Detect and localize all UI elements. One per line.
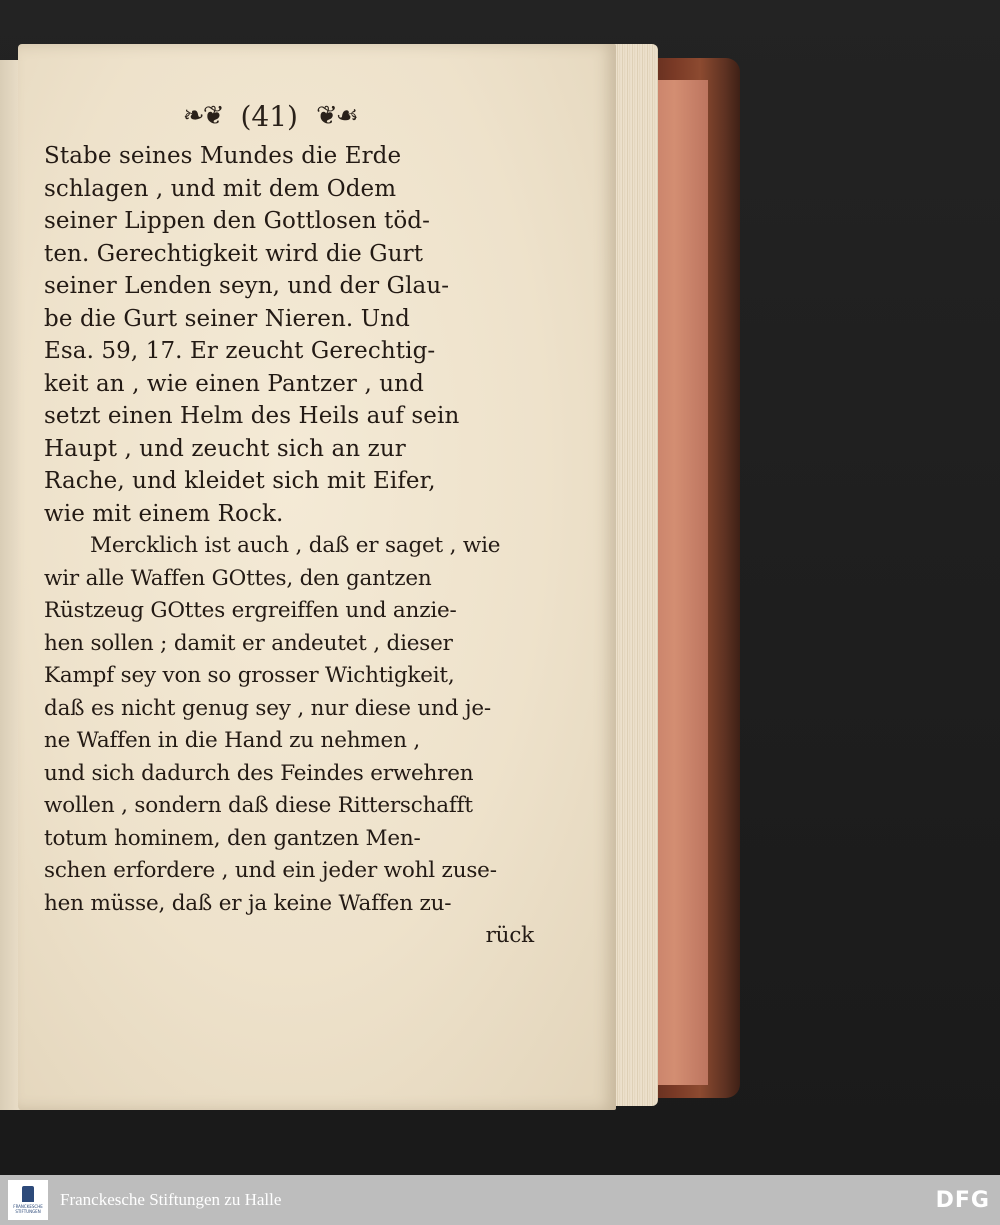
page-number: (41) [240, 99, 298, 133]
ornament-right-icon: ❦☙ [315, 101, 358, 131]
catchword: rück [485, 923, 534, 948]
text-line: schen erfordere , und ein jeder wohl zuse- [44, 858, 497, 883]
text-line: Rache, und kleidet sich mit Eifer, [44, 468, 436, 494]
text-line: totum hominem, den gantzen Men- [44, 825, 421, 851]
text-line: Mercklich ist auch , daß er saget , wie [90, 533, 501, 558]
text-line: hen müsse, daß er ja keine Waffen zu- [44, 890, 452, 916]
footer-bar [0, 1175, 1000, 1225]
building-icon [22, 1186, 34, 1202]
text-line: hen sollen ; damit er andeutet , dieser [44, 630, 453, 656]
logo-text: FRANCKESCHE STIFTUNGEN [13, 1204, 43, 1214]
text-line: Esa. 59, 17. Er zeucht Gerechtig- [44, 338, 436, 364]
text-line: keit an , wie einen Pantzer , und [44, 370, 424, 397]
institution-logo[interactable] [8, 1180, 48, 1220]
text-line: und sich dadurch des Feindes erwehren [44, 760, 474, 786]
text-line: seiner Lippen den Gottlosen töd- [44, 208, 431, 234]
page-header [150, 96, 390, 136]
text-line: Kampf sey von so grosser Wichtigkeit, [44, 663, 455, 688]
text-line: Rüstzeug GOttes ergreiffen und anzie- [44, 598, 457, 623]
text-line: schlagen , und mit dem Odem [44, 175, 397, 202]
page-edge-red [652, 80, 708, 1085]
text-line: setzt einen Helm des Heils auf sein [44, 403, 460, 429]
dfg-logo[interactable]: DFG [935, 1188, 990, 1213]
page-text [44, 140, 534, 953]
text-line: daß es nicht genug sey , nur diese und je- [44, 695, 491, 721]
text-line: wir alle Waffen GOttes, den gantzen [44, 565, 432, 591]
text-line: ten. Gerechtigkeit wird die Gurt [44, 240, 424, 267]
text-line: ne Waffen in die Hand zu nehmen , [44, 728, 420, 753]
text-line: wollen , sondern daß diese Ritterschafft [44, 793, 473, 818]
ornament-left-icon: ❧❦ [182, 101, 223, 131]
text-line: seiner Lenden seyn, und der Glau- [44, 273, 450, 299]
institution-name[interactable]: Franckesche Stiftungen zu Halle [60, 1190, 282, 1209]
text-line: be die Gurt seiner Nieren. Und [44, 305, 410, 332]
text-line: wie mit einem Rock. [44, 500, 284, 527]
text-line: Stabe seines Mundes die Erde [44, 143, 402, 169]
text-line: Haupt , und zeucht sich an zur [44, 435, 406, 462]
